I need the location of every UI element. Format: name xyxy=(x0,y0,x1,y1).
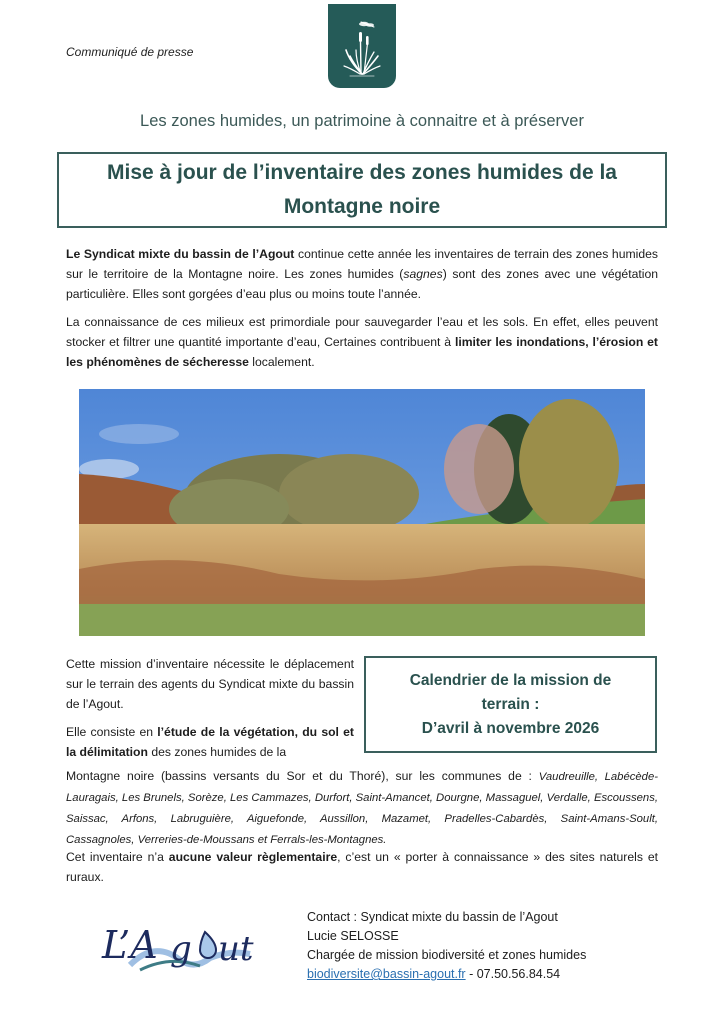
reed-dragonfly-logo-icon xyxy=(328,4,396,88)
title-box xyxy=(57,152,667,228)
knowledge-paragraph xyxy=(66,312,658,372)
svg-text:ut: ut xyxy=(218,929,254,969)
knowledge-text: La connaissance de ces milieux est primordiale pour sauvegarder l’eau et les sols. En effet, elles peuvent stocker et filtrer une quantité importante d’eau, Certaines contribuent à xyxy=(66,315,658,349)
water-drop-icon xyxy=(200,932,216,958)
communes-paragraph xyxy=(66,766,658,850)
disclaimer-bold: aucune valeur règlementaire xyxy=(168,850,338,864)
intro-italic: sagnes xyxy=(403,267,443,281)
disclaimer-paragraph xyxy=(66,847,658,887)
contact-details xyxy=(307,965,586,984)
calendar-box xyxy=(364,656,657,753)
mission-study-bold: l’étude de la végétation, du sol et la délimitation xyxy=(66,725,354,759)
calendar-line-2: terrain : xyxy=(481,695,540,713)
phone-separator: - xyxy=(465,967,477,981)
disclaimer-text-end: , c’est un « porter à connaissance » des sites naturels et ruraux. xyxy=(66,850,659,884)
contact-block xyxy=(307,908,586,984)
title-line-2: Montagne noire xyxy=(283,195,441,218)
page-title xyxy=(107,156,617,224)
disclaimer-text: Cet inventaire n’a xyxy=(66,850,169,864)
email-link[interactable]: biodiversite@bassin-agout.fr xyxy=(307,967,466,981)
phone-number: 07.50.56.84.54 xyxy=(476,967,561,981)
communes-list: Vaudreuille, Labécède-Lauragais, Les Brunels, Sorèze, Les Cammazes, Durfort, Saint-Amancet, Dourgne, Massaguel, Verdalle, Escoussens, Saissac, Arfons, Labruguière, Aiguefonde, Aussillon, Mazamet, Pradelles-Cabardès, Saint-Amans-Soult, Cassagnoles, Verreries-de-Moussans et Ferrals-les-Montagnes. xyxy=(66,771,658,846)
title-line-1: Mise à jour de l’inventaire des zones humides de la xyxy=(107,161,617,184)
knowledge-bold: limiter les inondations, l’érosion et les phénomènes de sécheresse xyxy=(66,335,658,369)
contact-name: Lucie SELOSSE xyxy=(307,929,399,943)
communes-intro: Montagne noire (bassins versants du Sor et du Thoré), sur les communes de : xyxy=(66,769,539,783)
intro-text: continue cette année les inventaires de terrain des zones humides sur le territoire de la Montagne noire. Les zones humides ( xyxy=(66,247,658,281)
svg-text:g: g xyxy=(170,929,192,969)
calendar-dates: D’avril à novembre 2026 xyxy=(421,719,600,737)
subtitle: Les zones humides, un patrimoine à connaitre et à préserver xyxy=(140,112,584,130)
intro-bold-lead: Le Syndicat mixte du bassin de l’Agout xyxy=(66,247,295,261)
press-release-label: Communiqué de presse xyxy=(66,45,194,59)
mission-study-text: Elle consiste en xyxy=(66,725,158,739)
mission-study-text-end: des zones humides de la xyxy=(147,745,287,759)
wetland-photo xyxy=(79,389,645,636)
mission-study-paragraph xyxy=(66,722,354,762)
agout-logo xyxy=(100,910,270,980)
contact-role: Chargée de mission biodiversité et zones humides xyxy=(307,948,587,962)
agout-logo-text-l: L’A xyxy=(102,923,158,967)
intro-text-end: ) sont des zones avec une végétation particulière. Elles sont gorgées d’eau plus ou moins toute l’année. xyxy=(66,267,659,301)
contact-line: Contact : Syndicat mixte du bassin de l’Agout xyxy=(307,910,558,924)
knowledge-text-end: localement. xyxy=(248,355,315,369)
intro-paragraph xyxy=(66,244,658,304)
calendar-line-1: Calendrier de la mission de xyxy=(409,671,612,689)
mission-paragraph: Cette mission d’inventaire nécessite le déplacement sur le terrain des agents du Syndicat mixte du bassin de l’Agout. xyxy=(66,657,354,711)
